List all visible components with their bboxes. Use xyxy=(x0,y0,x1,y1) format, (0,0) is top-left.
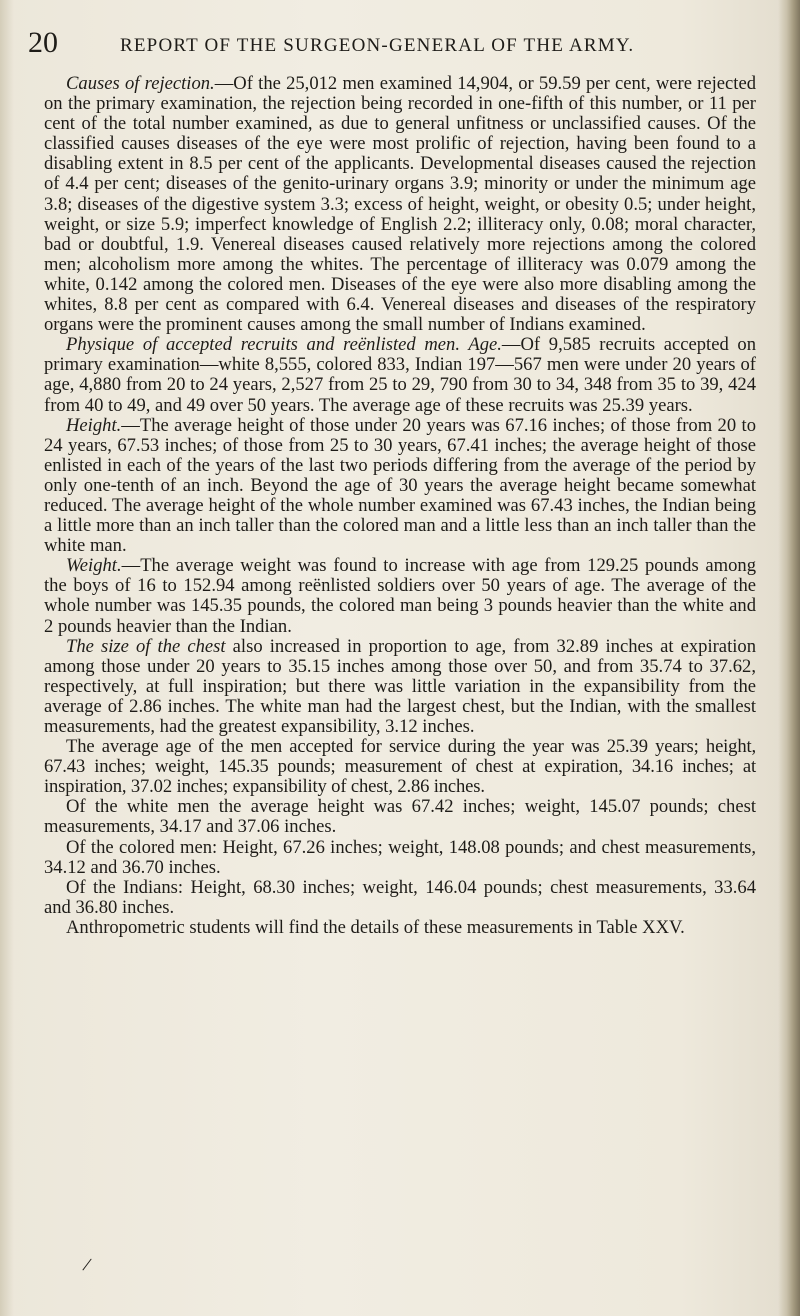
paragraph-text: also increased in proportion to age, from 32.89 inches at expiration among those under 20 years to 35.15 inches among those over 50, and from 35.74 to 37.62, respectively, at full inspiration; but there was little variation in the expansibility from the average of 2.86 inches. The white man had the largest chest, but the Indian, with the smallest measurements, had the greatest expansibility, 3.12 inches. xyxy=(44,635,756,737)
paragraph-table-reference xyxy=(44,918,756,938)
paragraph-lead: Height. xyxy=(66,414,122,436)
paragraph-text: —The average height of those under 20 years was 67.16 inches; of those from 20 to 24 years, 67.53 inches; of those from 25 to 30 years, 67.41 inches; the average height of those enlisted in each of the years of the last two periods differing from the average of the period by only one-tenth of an inch. Beyond the age of 30 years the average height became somewhat reduced. The average height of the whole number examined was 67.43 inches, the Indian being a little more than an inch taller than the colored man and a little less than an inch taller than the white man. xyxy=(44,414,756,557)
page-number: 20 xyxy=(28,26,58,59)
paragraph-text: The average age of the men accepted for service during the year was 25.39 years; height, 67.43 inches; weight, 145.35 pounds; measurement of chest at expiration, 34.16 inches; at inspiration, 37.02 inches; expansibility of chest, 2.86 inches. xyxy=(44,736,756,798)
paragraph-age xyxy=(44,335,756,415)
paragraph-lead: Physique of accepted recruits and reënlisted men. Age. xyxy=(66,334,502,356)
page-gutter-shadow xyxy=(0,0,14,1316)
paragraph-lead: Causes of rejection. xyxy=(66,73,215,94)
paragraph-chest-size xyxy=(44,637,756,737)
paragraph-text: Of the white men the average height was 67.42 inches; weight, 145.07 pounds; chest measurements, 34.17 and 37.06 inches. xyxy=(44,796,756,838)
paragraph-average-summary xyxy=(44,737,756,797)
paragraph-text: —The average weight was found to increase with age from 129.25 pounds among the boys of 16 to 152.94 among reënlisted soldiers over 50 years of age. The average of the whole number was 145.35 pounds, the colored man being 3 pounds heavier than the white and 2 pounds heavier than the Indian. xyxy=(44,555,756,637)
paragraph-lead: The size of the chest xyxy=(66,635,226,657)
paragraph-text: Of the colored men: Height, 67.26 inches; weight, 148.08 pounds; and chest measurements, 34.12 and 36.70 inches. xyxy=(44,836,756,878)
paragraph-causes-of-rejection xyxy=(44,74,756,335)
paragraph-lead: Weight. xyxy=(66,555,122,577)
paragraph-text: —Of 9,585 recruits accepted on primary examination—white 8,555, colored 833, Indian 197—567 men were under 20 years of age, 4,880 from 20 to 24 years, 2,527 from 25 to 29, 790 from 30 to 34, 348 from 35 to 39, 424 from 40 to 49, and 49 over 50 years. The average age of these recruits was 25.39 years. xyxy=(44,334,757,416)
paragraph-colored-men xyxy=(44,838,756,878)
paragraph-weight xyxy=(44,556,756,636)
page-header xyxy=(24,26,764,62)
paragraph-height xyxy=(44,416,756,557)
running-head: REPORT OF THE SURGEON-GENERAL OF THE ARMY. xyxy=(120,35,635,56)
footer-mark: / xyxy=(80,1253,93,1277)
paragraph-text: Of the Indians: Height, 68.30 inches; weight, 146.04 pounds; chest measurements, 33.64 and 36.80 inches. xyxy=(44,876,756,918)
page-body xyxy=(44,74,756,938)
paragraph-indians xyxy=(44,878,756,918)
page-edge-shadow xyxy=(778,0,800,1316)
paragraph-text: Anthropometric students will find the details of these measurements in Table XXV. xyxy=(66,916,685,938)
paragraph-text: —Of the 25,012 men examined 14,904, or 59.59 per cent, were rejected on the primary examination, the rejection being recorded in one-fifth of this number, or 11 per cent of the total number examined, as due to general unfitness or unclassified causes. Of the classified causes diseases of the eye were most prolific of rejection, having been found to a disabling extent in 8.5 per cent of the applicants. Developmental diseases caused the rejection of 4.4 per cent; diseases of the genito-urinary organs 3.9; minority or under the minimum age 3.8; diseases of the digestive system 3.3; excess of height, weight, or obesity 0.5; under height, weight, or size 5.9; imperfect knowledge of English 2.2; illiteracy only, 0.08; moral character, bad or doubtful, 1.9. Venereal diseases caused relatively more rejections among the colored men; alcoholism more among the whites. The percentage of illiteracy was 0.079 among the white, 0.142 among the colored men. Diseases of the eye were also more disabling among the whites, 8.8 per cent as compared with 6.4. Venereal diseases and diseases of the respiratory organs were the prominent causes among the small number of Indians examined. xyxy=(44,73,757,336)
paragraph-white-men xyxy=(44,797,756,837)
